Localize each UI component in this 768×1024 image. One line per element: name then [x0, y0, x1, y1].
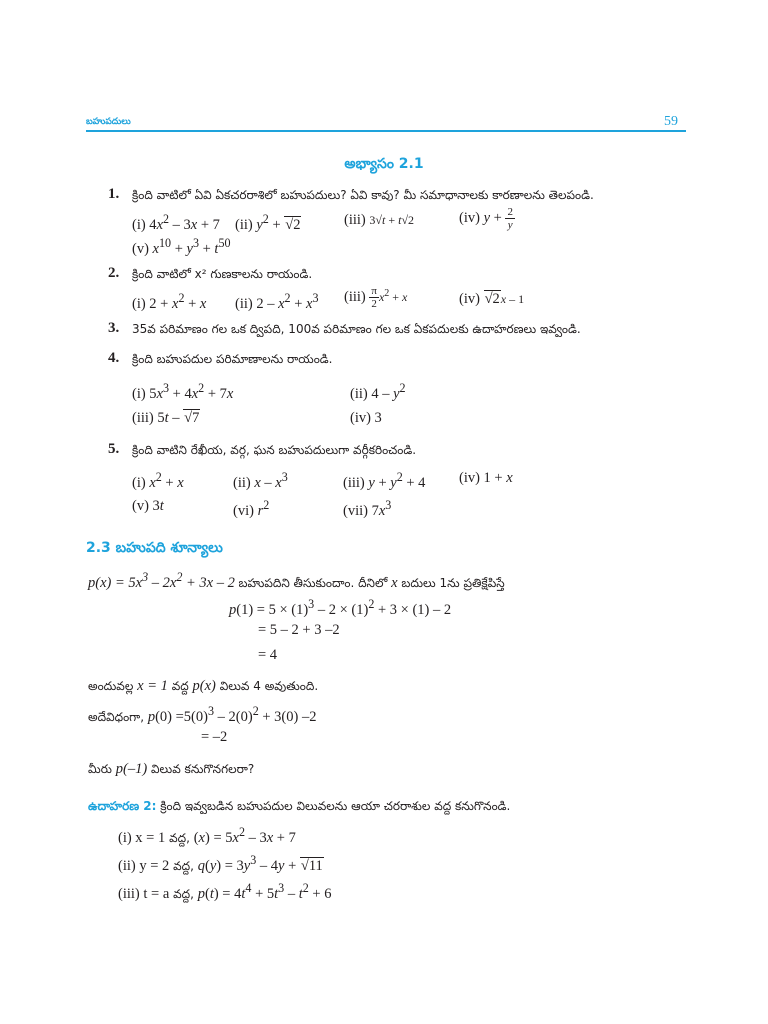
question-item: (iv) 1 + x: [459, 470, 513, 486]
example-text: క్రింది ఇవ్వబడిన బహుపదుల విలువలను ఆయా చరరాశుల వద్ద కనుగొనండి.: [156, 799, 511, 813]
question-item: (ii) $2 - x^2 + x^3$: [235, 291, 319, 312]
question-item: (i) $4x^2 - 3x + 7$: [132, 212, 220, 233]
question-number: 5.: [108, 441, 120, 457]
equation-line: = 4: [258, 647, 278, 663]
question-item: (i) $x^2 + x$: [132, 470, 184, 491]
question-text: 35వ పరిమాణం గల ఒక ద్విపది, 100వ పరిమాణం గల ఒక ఏకపదులకు ఉదాహరణలు ఇవ్వండి.: [132, 322, 581, 336]
question-item: (ii) x – $x^3$: [233, 470, 288, 491]
intro-text-2: బదులు 1ను ప్రతిక్షేపిస్తే: [397, 575, 505, 590]
question-item: (i) $2 + x^2 + x$: [132, 291, 207, 312]
question-item: (v) 3t: [132, 498, 164, 514]
question-item: (iv) 3: [350, 410, 382, 426]
question-line: మీరు p(–1) విలువ కనుగొనగలరా?: [88, 761, 255, 777]
question-text: క్రింది వాటిలో x² గుణకాలను రాయండి.: [132, 267, 313, 281]
section-intro: [88, 570, 505, 593]
question-item: (i) $5x^3 + 4x^2 + 7x$: [132, 381, 234, 402]
equation-line: = 5 – 2 + 3 –2: [258, 622, 340, 638]
question-item: (iii) 5t – √7: [132, 410, 200, 426]
question-item: (ii) $4 - y^2$: [350, 381, 406, 402]
example-label: ఉదాహరణ 2:: [88, 799, 157, 813]
question-item: (iii) 3√t + t√2: [344, 212, 415, 228]
example-heading: [88, 797, 510, 816]
question-item: (iii) $\frac{\pi}{2}$ $x^2 + x$: [344, 285, 408, 310]
page-number: 59: [664, 114, 678, 129]
question-item: (iv) y + $\frac{2}{y}$: [459, 206, 513, 231]
question-number: 4.: [108, 350, 120, 366]
exercise-title: అభ్యాసం 2.1: [344, 156, 424, 172]
equation-line: = –2: [201, 729, 228, 745]
equation-line: $p(1) = 5 \times (1)^3 - 2 \times (1)^2 + 3 \times (1) - 2$: [229, 597, 452, 618]
question-text: క్రింది వాటిని రేఖీయ, వర్గ, ఘన బహుపదులుగా వర్గీకరించండి.: [132, 443, 417, 457]
question-item: (iii) $y + y^2 + 4$: [343, 470, 426, 491]
question-item: (ii) $y^2 + √2$: [235, 212, 301, 233]
question-item: (vi) $r^2$: [233, 498, 270, 519]
conclusion-line: అందువల్ల x = 1 వద్ద p(x) విలువ 4 అవుతుంది.: [88, 678, 319, 694]
example-item: (i) x = 1 వద్ద, $(x) = 5x^2 - 3x + 7$: [118, 825, 296, 846]
question-number: 3.: [108, 320, 120, 336]
example-item: (ii) y = 2 వద్ద, $q(y) = 3y^3 - 4y + √11$: [118, 853, 323, 874]
question-item: (vii) $7x^3$: [343, 498, 392, 519]
question-number: 1.: [108, 186, 120, 202]
running-head: బహుపదులు: [86, 117, 131, 127]
intro-text: బహుపదిని తీసుకుందాం. దీనిలో: [238, 575, 392, 590]
example-item: (iii) t = a వద్ద, $p(t) = 4t^4 + 5t^3 - t^2 + 6$: [118, 881, 332, 902]
intro-polynomial: $p(x) = 5x^3 - 2x^2 + 3x - 2$: [88, 570, 239, 591]
question-text: క్రింది వాటిలో ఏవి ఏకచరరాశిలో బహుపదులు? ఏవి కావు? మీ సమాధానాలకు కారణాలను తెలపండి.: [132, 188, 594, 202]
header-rule: [86, 130, 686, 132]
question-number: 2.: [108, 265, 120, 281]
similarly-line: అదేవిధంగా, $p(0) =5(0)^3 - 2(0)^2 + 3(0)$ –2: [88, 704, 317, 725]
question-item: (v) $x^{10} + y^3 + t^{50}$: [132, 236, 231, 257]
question-text: క్రింది బహుపదుల పరిమాణాలను రాయండి.: [132, 352, 333, 366]
section-heading: 2.3 బహుపది శూన్యాలు: [86, 540, 223, 556]
intro-variable: x: [391, 574, 398, 591]
question-item: (iv) √2x – 1: [459, 291, 525, 307]
